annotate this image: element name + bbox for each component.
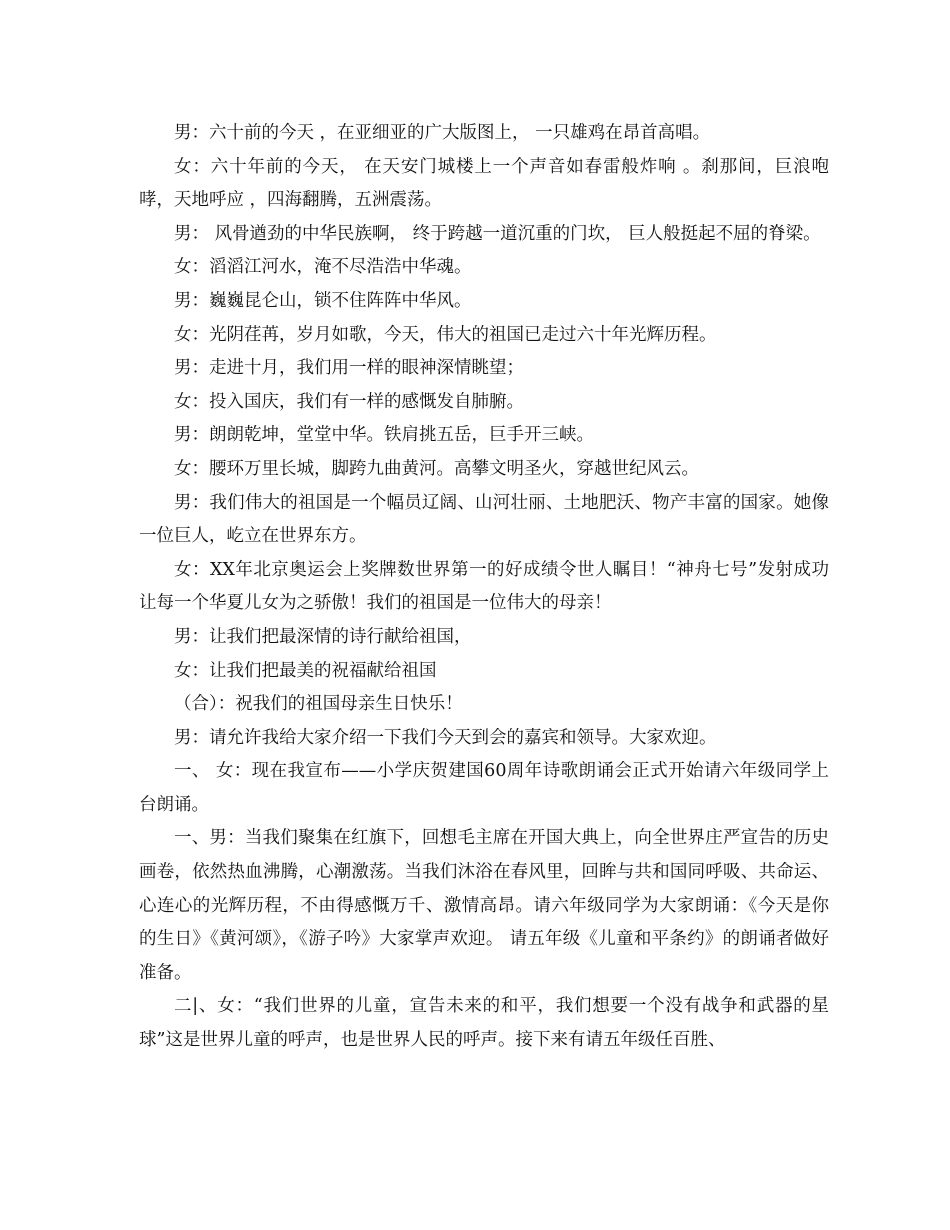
paragraph-12: 女：XX年北京奥运会上奖牌数世界第一的好成绩令世人瞩目！“神舟七号”发射成功让每一个华夏儿女为之骄傲！我们的祖国是一位伟大的母亲！ xyxy=(139,559,829,614)
paragraph-11: 男：我们伟大的祖国是一个幅员辽阔、山河壮丽、土地肥沃、物产丰富的国家。她像一位巨人，屹立在世界东方。 xyxy=(139,492,829,547)
paragraph-4: 女：滔滔江河水，淹不尽浩浩中华魂。 xyxy=(174,257,472,278)
paragraph-2: 女：六十年前的今天， 在天安门城楼上一个声音如春雷般炸响 。刹那间，巨浪咆哮，天地呼应 ，四海翻腾，五洲震荡。 xyxy=(139,156,829,211)
document-body xyxy=(139,117,829,1058)
paragraph-3: 男： 风骨遒劲的中华民族啊， 终于跨越一道沉重的门坎， 巨人般挺起不屈的脊梁。 xyxy=(174,223,821,244)
paragraph-17: 一、 女：现在我宣布——小学庆贺建国60周年诗歌朗诵会正式开始请六年级同学上台朗诵。 xyxy=(139,761,829,815)
paragraph-15: （合）：祝我们的祖国母亲生日快乐！ xyxy=(174,694,463,715)
paragraph-9: 男：朗朗乾坤，堂堂中华。铁肩挑五岳，巨手开三峡。 xyxy=(174,425,594,446)
paragraph-10: 女：腰环万里长城，脚跨九曲黄河。高攀文明圣火，穿越世纪风云。 xyxy=(174,458,699,479)
paragraph-6: 女：光阴荏苒，岁月如歌，今天，伟大的祖国已走过六十年光辉历程。 xyxy=(174,324,717,345)
paragraph-19: 二|、女：“我们世界的儿童，宣告未来的和平，我们想要一个没有战争和武器的星球”这是世界儿童的呼声，也是世界人民的呼声。接下来有请五年级任百胜、 xyxy=(139,996,829,1051)
paragraph-18: 一、男：当我们聚集在红旗下，回想毛主席在开国大典上，向全世界庄严宣告的历史画卷，依然热血沸腾，心潮激荡。当我们沐浴在春风里，回眸与共和国同呼吸、共命运、心连心的光辉历程，不由得感慨万千、激情高昂。请六年级同学为大家朗诵：《今天是你的生日》《黄河颂》，《游子吟》大家掌声欢迎。 请五年级《儿童和平条约》的朗诵者做好准备。 xyxy=(139,828,829,983)
paragraph-5: 男：巍巍昆仑山，锁不住阵阵中华风。 xyxy=(174,290,472,311)
paragraph-1: 男：六十前的今天 ，在亚细亚的广大版图上， 一只雄鸡在昂首高唱。 xyxy=(174,123,711,143)
paragraph-13: 男：让我们把最深情的诗行献给祖国， xyxy=(174,626,472,647)
paragraph-16: 男：请允许我给大家介绍一下我们今天到会的嘉宾和领导。大家欢迎。 xyxy=(174,727,717,748)
paragraph-7: 男：走进十月，我们用一样的眼神深情眺望； xyxy=(174,358,524,379)
paragraph-14: 女：让我们把最美的祝福献给祖国 xyxy=(174,660,437,681)
paragraph-8: 女：投入国庆，我们有一样的感慨发自肺腑。 xyxy=(174,391,524,412)
